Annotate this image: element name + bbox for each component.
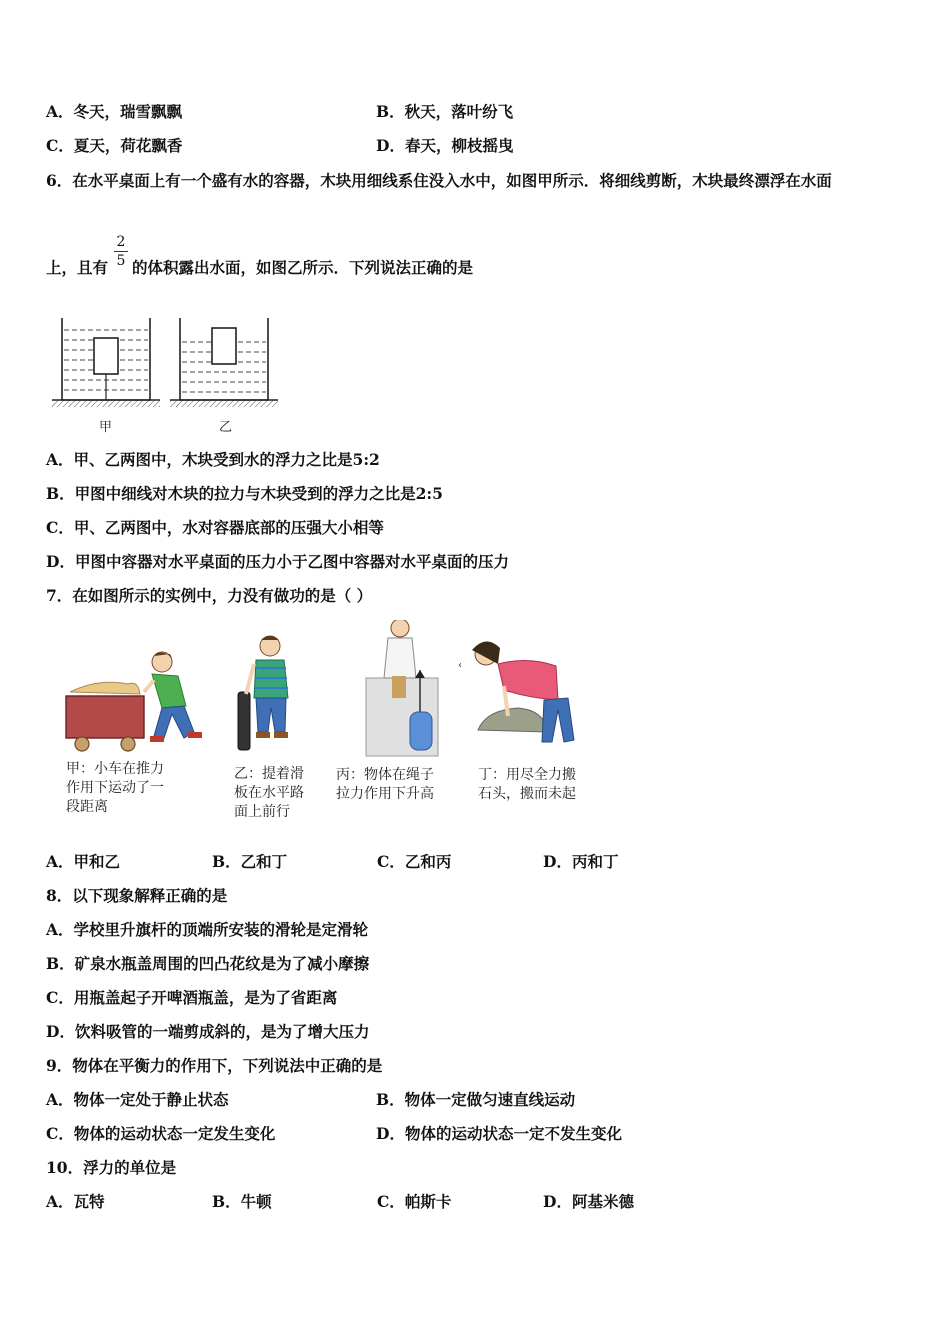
q6-option-a: A．甲、乙两图中，木块受到水的浮力之比是5:2 — [46, 450, 380, 469]
q9-option-c: C．物体的运动状态一定发生变化 — [46, 1124, 276, 1143]
illustration-rope-lift — [366, 620, 438, 756]
q7-option-c: C．乙和丙 — [377, 852, 452, 871]
illustration-lifting-stone — [458, 641, 574, 742]
q9-stem: 9．物体在平衡力的作用下，下列说法中正确的是 — [46, 1056, 383, 1075]
q5-option-a: A．冬天，瑞雪飘飘 — [46, 102, 183, 121]
q10-option-b: B．牛顿 — [212, 1192, 272, 1211]
wood-block-floating — [212, 328, 236, 364]
q6-stem-line1: 6．在水平桌面上有一个盛有水的容器，木块用细线系住没入水中，如图甲所示．将细线剪断，木块最终漂浮在水面 — [46, 171, 832, 190]
q10-option-c: C．帕斯卡 — [377, 1192, 452, 1211]
q9-option-a: A．物体一定处于静止状态 — [46, 1090, 229, 1109]
q7-option-b: B．乙和丁 — [212, 852, 288, 871]
illustration-pushing-cart — [66, 652, 202, 751]
q8-option-c: C．用瓶盖起子开啤酒瓶盖，是为了省距离 — [46, 988, 338, 1007]
q5-option-d: D．春天，柳枝摇曳 — [376, 136, 514, 155]
q6-stem-line2-post: 的体积露出水面，如图乙所示．下列说法正确的是 — [132, 258, 474, 277]
container-yi — [170, 318, 278, 407]
q9-option-d: D．物体的运动状态一定不发生变化 — [376, 1124, 622, 1143]
svg-text:‹: ‹ — [458, 660, 462, 671]
q10-option-a: A．瓦特 — [46, 1192, 105, 1211]
q5-option-b: B．秋天，落叶纷飞 — [376, 102, 514, 121]
q6-container-figure — [50, 312, 285, 412]
q8-option-d: D．饮料吸管的一端剪成斜的，是为了增大压力 — [46, 1022, 370, 1041]
q5-option-c: C．夏天，荷花飘香 — [46, 136, 183, 155]
fraction-two-fifths — [114, 234, 128, 269]
q9-option-b: B．物体一定做匀速直线运动 — [376, 1090, 576, 1109]
container-jia — [52, 318, 160, 407]
q6-stem-line2-pre: 上，且有 — [46, 258, 109, 277]
q6-option-b: B．甲图中细线对木块的拉力与木块受到的浮力之比是2:5 — [46, 484, 443, 503]
q7-caption-jia: 甲：小车在推力 作用下运动了一 段距离 — [66, 761, 164, 815]
q10-stem: 10．浮力的单位是 — [46, 1158, 177, 1177]
q6-option-d: D．甲图中容器对水平桌面的压力小于乙图中容器对水平桌面的压力 — [46, 552, 509, 571]
q7-caption-yi: 乙：提着滑 板在水平路 面上前行 — [234, 766, 304, 820]
q7-stem: 7．在如图所示的实例中，力没有做功的是（ ） — [46, 586, 373, 605]
q10-option-d: D．阿基米德 — [543, 1192, 634, 1211]
q7-caption-ding: 丁：用尽全力搬 石头，搬而未起 — [478, 767, 576, 802]
fraction-denominator: 5 — [116, 253, 126, 269]
q7-illustrations — [58, 620, 598, 760]
wood-block-submerged — [94, 338, 118, 374]
q8-stem: 8．以下现象解释正确的是 — [46, 886, 228, 905]
q7-option-d: D．丙和丁 — [543, 852, 619, 871]
fraction-numerator: 2 — [116, 234, 126, 250]
figure-label-jia: 甲 — [99, 420, 113, 435]
illustration-carrying-board — [238, 636, 288, 750]
q7-option-a: A．甲和乙 — [46, 852, 121, 871]
figure-label-yi: 乙 — [219, 420, 233, 435]
q7-caption-bing: 丙：物体在绳子 拉力作用下升高 — [336, 767, 434, 802]
q8-option-a: A．学校里升旗杆的顶端所安装的滑轮是定滑轮 — [46, 920, 369, 939]
fraction-bar — [114, 251, 128, 252]
q8-option-b: B．矿泉水瓶盖周围的凹凸花纹是为了减小摩擦 — [46, 954, 370, 973]
q6-option-c: C．甲、乙两图中，水对容器底部的压强大小相等 — [46, 518, 384, 537]
